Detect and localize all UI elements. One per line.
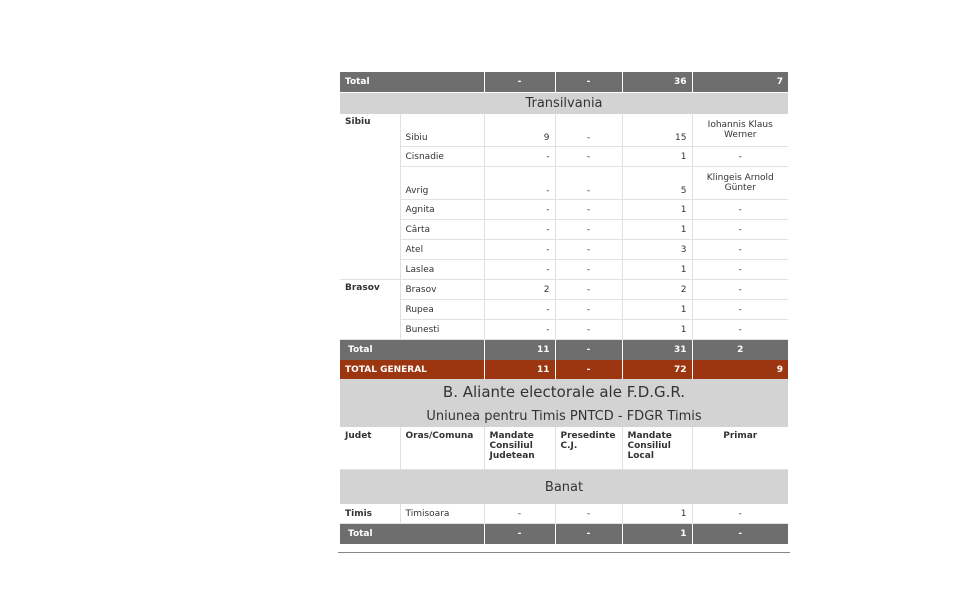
header-mcj: Mandate Consiliul Judetean	[484, 427, 555, 470]
total-primar: 2	[692, 340, 788, 361]
mcj-cell: 9	[484, 114, 555, 147]
mcl-cell: 1	[622, 504, 692, 524]
mcl-cell: 15	[622, 114, 692, 147]
table-row	[340, 260, 788, 280]
oras-cell: Bunesti	[400, 320, 484, 340]
bottom-divider	[338, 552, 790, 553]
table-row	[340, 220, 788, 240]
total-label: Total	[340, 524, 484, 545]
mcj-cell: -	[484, 240, 555, 260]
oras-cell: Atel	[400, 240, 484, 260]
mcj-cell: -	[484, 300, 555, 320]
top-total-row	[340, 72, 788, 93]
section-b-title-row	[340, 379, 788, 405]
primar-cell: -	[692, 504, 788, 524]
column-header-row	[340, 427, 788, 470]
mcl-cell: 1	[622, 147, 692, 167]
mcl-cell: 1	[622, 300, 692, 320]
table-row	[340, 147, 788, 167]
header-judet: Judet	[340, 427, 400, 470]
judet-cell: Timis	[340, 504, 400, 524]
pcj-cell: -	[555, 200, 622, 220]
header-oras: Oras/Comuna	[400, 427, 484, 470]
table-row	[340, 504, 788, 524]
total-general-pcj: -	[555, 360, 622, 379]
mcj-cell: -	[484, 260, 555, 280]
pcj-cell: -	[555, 147, 622, 167]
total-mcj: 11	[484, 340, 555, 361]
total-pcj: -	[555, 524, 622, 545]
mcl-cell: 1	[622, 320, 692, 340]
table-row	[340, 114, 788, 147]
section-b-subtitle-row	[340, 405, 788, 427]
total-primar: -	[692, 524, 788, 545]
total-pcj: -	[555, 72, 622, 93]
total-general-primar: 9	[692, 360, 788, 379]
mcl-cell: 1	[622, 260, 692, 280]
primar-cell: Klingeis Arnold Günter	[692, 167, 788, 200]
mcj-cell: -	[484, 147, 555, 167]
total-mcj: -	[484, 524, 555, 545]
region-header-transilvania	[340, 93, 788, 115]
primar-cell: -	[692, 300, 788, 320]
table-row	[340, 280, 788, 300]
oras-cell: Cârta	[400, 220, 484, 240]
judet-group-sibiu	[340, 114, 788, 280]
judet-cell: Sibiu	[340, 114, 400, 280]
table-row	[340, 200, 788, 220]
primar-cell: -	[692, 280, 788, 300]
primar-cell: -	[692, 147, 788, 167]
header-primar: Primar	[692, 427, 788, 470]
pcj-cell: -	[555, 320, 622, 340]
oras-cell: Rupea	[400, 300, 484, 320]
mcj-cell: -	[484, 220, 555, 240]
total-mcl: 1	[622, 524, 692, 545]
pcj-cell: -	[555, 260, 622, 280]
region-title: Transilvania	[340, 93, 788, 115]
header-pcj: Presedinte C.J.	[555, 427, 622, 470]
mcj-cell: 2	[484, 280, 555, 300]
oras-cell: Brasov	[400, 280, 484, 300]
header-mcl: Mandate Consiliul Local	[622, 427, 692, 470]
oras-cell: Sibiu	[400, 114, 484, 147]
mcl-cell: 1	[622, 200, 692, 220]
total-label: Total	[340, 340, 484, 361]
section-b-subtitle: Uniunea pentru Timis PNTCD - FDGR Timis	[340, 405, 788, 427]
judet-group-brasov	[340, 280, 788, 340]
oras-cell: Timisoara	[400, 504, 484, 524]
mcj-cell: -	[484, 200, 555, 220]
results-table-container	[340, 72, 788, 544]
judet-cell: Brasov	[340, 280, 400, 340]
table-row	[340, 300, 788, 320]
oras-cell: Laslea	[400, 260, 484, 280]
total-banat-row	[340, 524, 788, 545]
mcj-cell: -	[484, 320, 555, 340]
region-header-banat	[340, 470, 788, 505]
total-label: Total	[340, 72, 484, 93]
mcl-cell: 2	[622, 280, 692, 300]
mcl-cell: 3	[622, 240, 692, 260]
total-general-label: TOTAL GENERAL	[340, 360, 484, 379]
primar-cell: -	[692, 320, 788, 340]
pcj-cell: -	[555, 220, 622, 240]
pcj-cell: -	[555, 167, 622, 200]
total-general-mcl: 72	[622, 360, 692, 379]
mcl-cell: 1	[622, 220, 692, 240]
section-b-title: B. Aliante electorale ale F.D.G.R.	[340, 379, 788, 405]
total-transilvania-row	[340, 340, 788, 361]
total-mcj: -	[484, 72, 555, 93]
table-row	[340, 320, 788, 340]
oras-cell: Avrig	[400, 167, 484, 200]
table-row	[340, 240, 788, 260]
primar-cell: -	[692, 260, 788, 280]
total-pcj: -	[555, 340, 622, 361]
primar-cell: -	[692, 220, 788, 240]
primar-cell: -	[692, 240, 788, 260]
oras-cell: Cisnadie	[400, 147, 484, 167]
oras-cell: Agnita	[400, 200, 484, 220]
total-mcl: 31	[622, 340, 692, 361]
total-general-mcj: 11	[484, 360, 555, 379]
primar-cell: -	[692, 200, 788, 220]
pcj-cell: -	[555, 240, 622, 260]
table-row	[340, 167, 788, 200]
total-primar: 7	[692, 72, 788, 93]
total-mcl: 36	[622, 72, 692, 93]
results-table	[340, 72, 788, 544]
pcj-cell: -	[555, 114, 622, 147]
mcj-cell: -	[484, 504, 555, 524]
mcl-cell: 5	[622, 167, 692, 200]
pcj-cell: -	[555, 504, 622, 524]
total-general-row	[340, 360, 788, 379]
pcj-cell: -	[555, 280, 622, 300]
primar-cell: Iohannis Klaus Werner	[692, 114, 788, 147]
region-title: Banat	[340, 470, 788, 505]
pcj-cell: -	[555, 300, 622, 320]
mcj-cell: -	[484, 167, 555, 200]
